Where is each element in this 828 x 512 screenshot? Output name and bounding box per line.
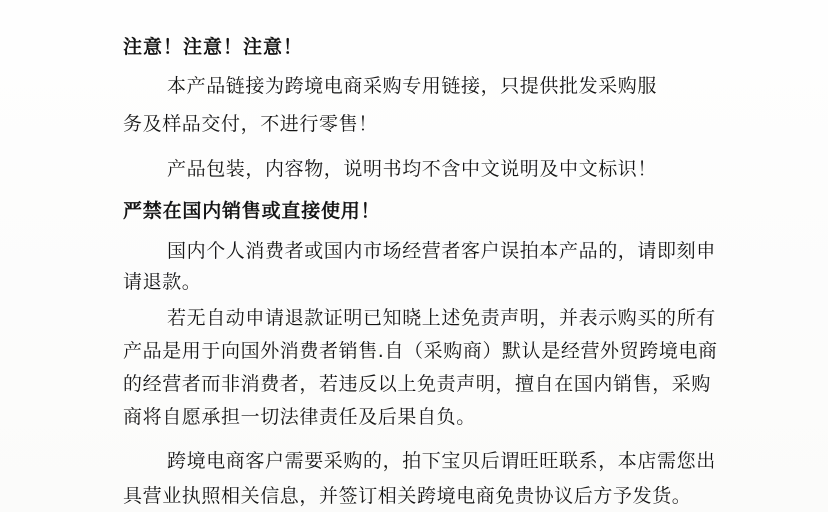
- prohibition-line: 严禁在国内销售或直接使用！: [123, 200, 381, 222]
- text-line: 跨境电商客户需要采购的，拍下宝贝后谓旺旺联系，本店需您出: [167, 450, 716, 472]
- text-line: 产品是用于向国外消费者销售.自（采购商）默认是经营外贸跨境电商: [123, 340, 718, 362]
- text-line: 产品包装，内容物，说明书均不含中文说明及中文标识！: [167, 158, 658, 180]
- text-line: 的经营者而非消费者，若违反以上免责声明，擅自在国内销售，采购: [123, 373, 712, 395]
- text-line: 请退款。: [123, 271, 202, 293]
- warning-heading: 注意！注意！注意！: [123, 36, 304, 58]
- text-line: 国内个人消费者或国内市场经营者客户误拍本产品的，请即刻申: [167, 240, 716, 262]
- text-line: 本产品链接为跨境电商采购专用链接，只提供批发采购服: [167, 75, 658, 97]
- text-line: 若无自动申请退款证明已知晓上述免责声明，并表示购买的所有: [167, 307, 716, 329]
- text-line: 具营业执照相关信息，并签订相关跨境电商免贵协议后方予发货。: [123, 485, 692, 507]
- text-line: 务及样品交付，不进行零售！: [123, 113, 378, 135]
- text-line: 商将自愿承担一切法律责任及后果自负。: [123, 406, 476, 428]
